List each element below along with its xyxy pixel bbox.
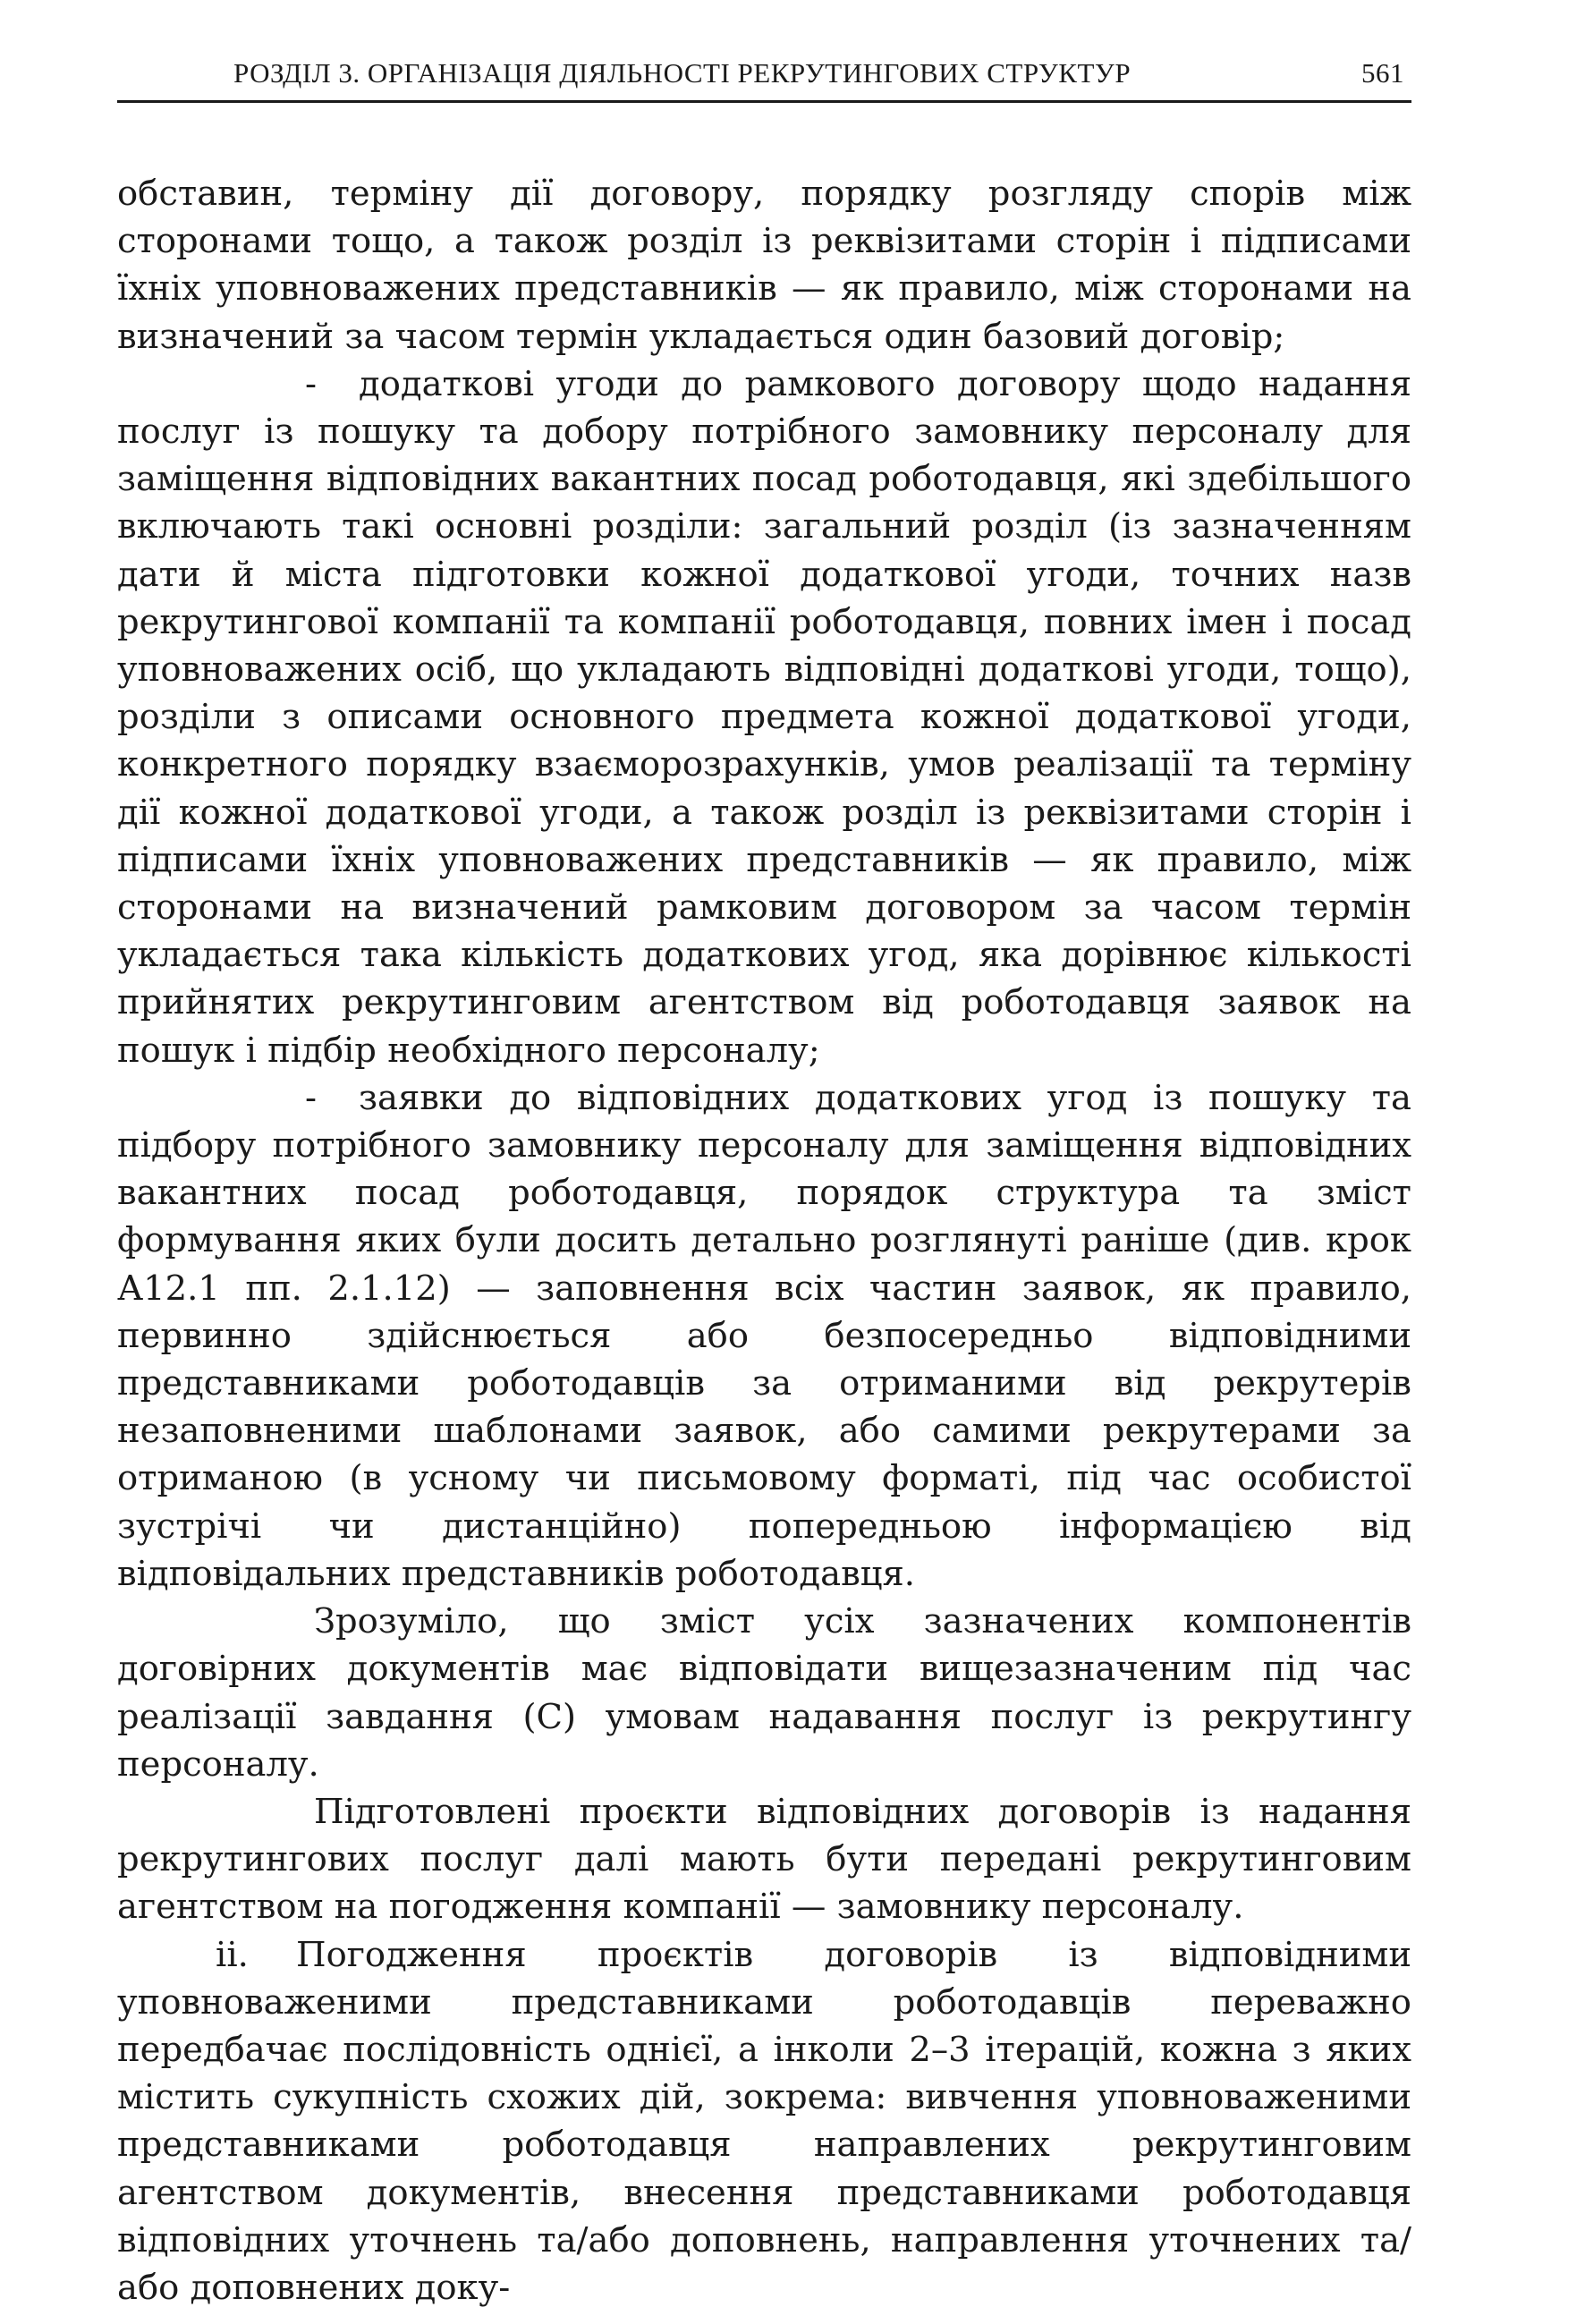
paragraph-text: Зрозуміло, що зміст усіх зазначених компонентів договірних документів має відповідати вищезазначеним під час реалізації завдання (С) умовам надавання послуг із рекрутингу персоналу. bbox=[117, 1601, 1411, 1785]
paragraph bbox=[117, 1598, 1411, 1788]
list-dash: - bbox=[305, 363, 318, 404]
running-header bbox=[117, 55, 1411, 103]
page-number: 561 bbox=[1361, 57, 1404, 89]
list-dash: - bbox=[305, 1077, 318, 1118]
chapter-title: РОЗДІЛ 3. ОРГАНІЗАЦІЯ ДІЯЛЬНОСТІ РЕКРУТИНГОВИХ СТРУКТУР bbox=[233, 57, 1132, 89]
item-numeral: ii. bbox=[216, 1934, 249, 1975]
paragraph bbox=[117, 170, 1411, 360]
list-item-text: заявки до відповідних додаткових угод із пошуку та підбору потрібного замовнику персоналу для заміщення відповідних вакантних посад роботодавця, порядок структура та зміст формування яких були досить детально розглянуті раніше (див. крок А12.1 пп. 2.1.12) — заповнення всіх частин заявок, як правило, первинно здійснюється або безпосередньо відповідними представниками роботодавців за отриманими від рекрутерів незаповненими шаблонами заявок, або самими рекрутерами за отриманою (в усному чи письмовому форматі, під час особистої зустрічі чи дистанційно) попередньою інформацією від відповідальних представників роботодавця. bbox=[117, 1077, 1411, 1594]
paragraph bbox=[117, 1788, 1411, 1931]
list-item bbox=[117, 1074, 1411, 1598]
paragraph-text: Підготовлені проєкти відповідних договорів із надання рекрутингових послуг далі мають бути передані рекрутинговим агентством на погодження компанії — замовнику персоналу. bbox=[117, 1791, 1411, 1928]
paragraph-text: обставин, терміну дії договору, порядку розгляду спорів між сторонами тощо, а також розділ із реквізитами сторін і підписами їхніх уповноважених представників — як правило, між сторонами на визначений за часом термін укладається один базовий договір; bbox=[117, 174, 1411, 357]
list-item-text: додаткові угоди до рамкового договору щодо надання послуг із пошуку та добору потрібного замовнику персоналу для заміщення відповідних вакантних посад роботодавця, які здебільшого включають такі основні розділи: загальний розділ (із зазначенням дати й міста підготовки кожної додаткової угоди, точних назв рекрутингової компанії та компанії роботодавця, повних імен і посад уповноважених осіб, що укладають відповідні додаткові угоди, тощо), розділи з описами основного предмета кожної додаткової угоди, конкретного порядку взаєморозрахунків, умов реалізації та терміну дії кожної додаткової угоди, а також розділ із реквізитами сторін і підписами їхніх уповноважених представників — як правило, між сторонами на визначений рамковим договором за часом термін укладається така кількість додаткових угод, яка дорівнює кількості прийнятих рекрутинговим агентством від роботодавця заявок на пошук і підбір необхідного персоналу; bbox=[117, 363, 1411, 1071]
numbered-item bbox=[117, 1931, 1411, 2312]
list-item bbox=[117, 360, 1411, 1074]
body-text bbox=[117, 170, 1411, 2311]
numbered-item-text: Погодження проєктів договорів із відповідними уповноваженими представниками роботодавців переважно передбачає послідовність однієї, а інколи 2–3 ітерацій, кожна з яких містить сукупність схожих дій, зокрема: вивчення уповноваженими представниками роботодавця направлених рекрутинговим агентством документів, внесення представниками роботодавця відповідних уточнень та/або доповнень, направлення уточнених та/або доповнених доку- bbox=[117, 1934, 1411, 2308]
